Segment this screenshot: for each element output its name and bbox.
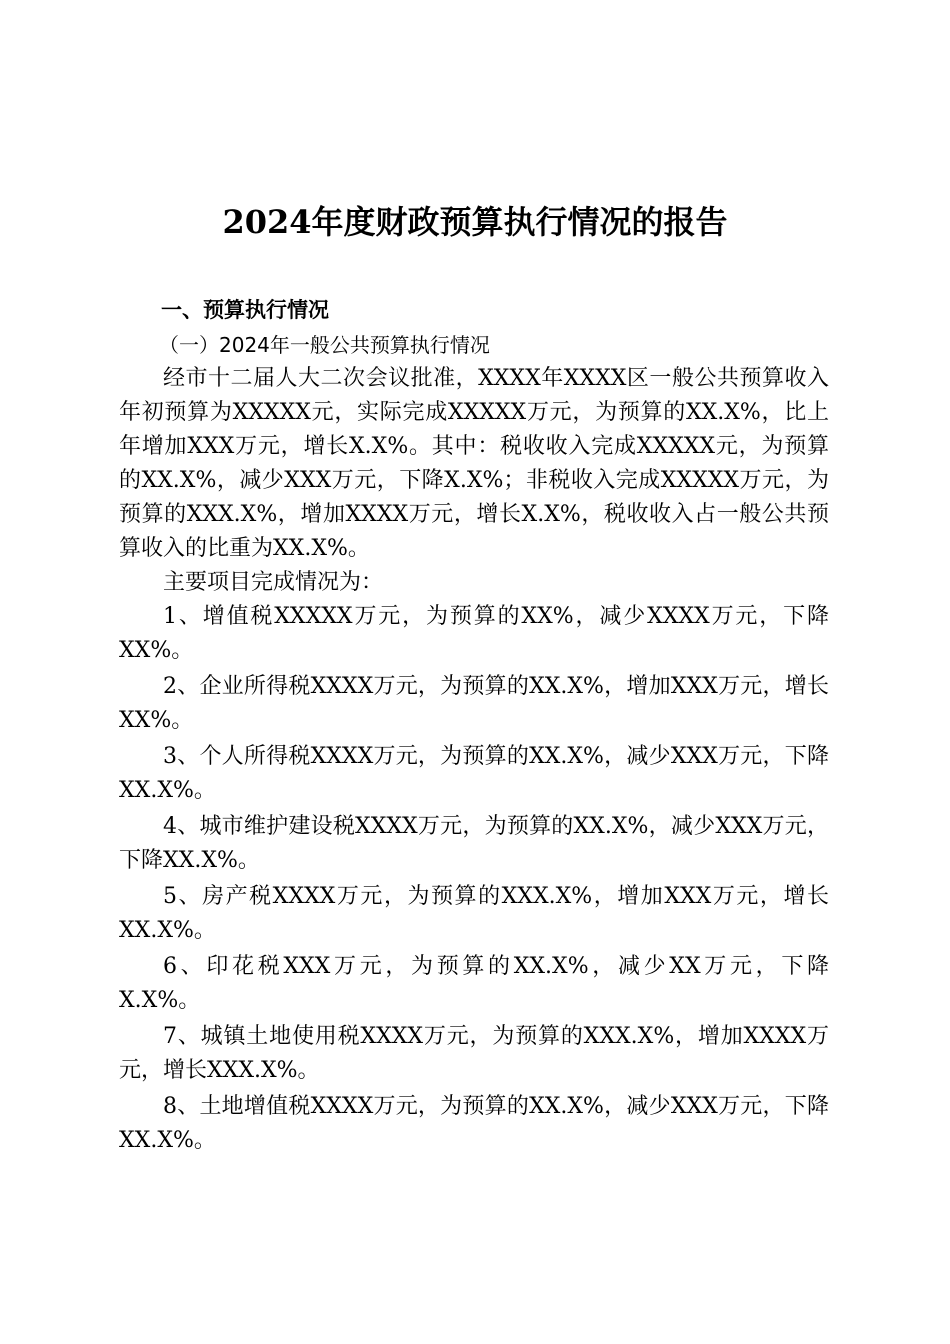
list-item: 3、个人所得税XXXX万元，为预算的XX.X%，减少XXX万元，下降XX.X%。: [119, 744, 829, 803]
items-intro: 主要项目完成情况为：: [163, 570, 384, 595]
list-item: 1、增值税XXXXX万元，为预算的XX%，减少XXXX万元，下降XX%。: [119, 604, 829, 663]
list-item: 4、城市维护建设税XXXX万元，为预算的XX.X%，减少XXX万元，下降XX.X%。: [119, 814, 829, 873]
list-item: 8、土地增值税XXXX万元，为预算的XX.X%，减少XXX万元，下降XX.X%。: [119, 1094, 829, 1153]
list-item: 5、房产税XXXX万元，为预算的XXX.X%，增加XXX万元，增长XX.X%。: [119, 884, 829, 943]
list-item: 2、企业所得税XXXX万元，为预算的XX.X%，增加XXX万元，增长XX%。: [119, 674, 829, 733]
list-item: 6、印花税XXX万元，为预算的XX.X%，减少XX万元，下降X.X%。: [119, 954, 829, 1013]
document-title: 2024年度财政预算执行情况的报告: [222, 203, 728, 241]
section-heading: 一、预算执行情况: [161, 298, 329, 322]
intro-paragraph: 经市十二届人大二次会议批准，XXXX年XXXX区一般公共预算收入年初预算为XXXXX元，实际完成XXXXX万元，为预算的XX.X%，比上年增加XXX万元，增长X.X%。其中：税收收入完成XXXXX元，为预算的XX.X%，减少XXX万元，下降X.X%；非税收入完成XXXXX万元，为预算的XXX.X%，增加XXXX万元，增长X.X%，税收收入占一般公共预算收入的比重为XX.X%。: [119, 366, 829, 561]
subsection-heading: （一）2024年一般公共预算执行情况: [159, 333, 490, 357]
document-body: [119, 292, 829, 1160]
list-item: 7、城镇土地使用税XXXX万元，为预算的XXX.X%，增加XXXX万元，增长XXX.X%。: [119, 1024, 829, 1083]
